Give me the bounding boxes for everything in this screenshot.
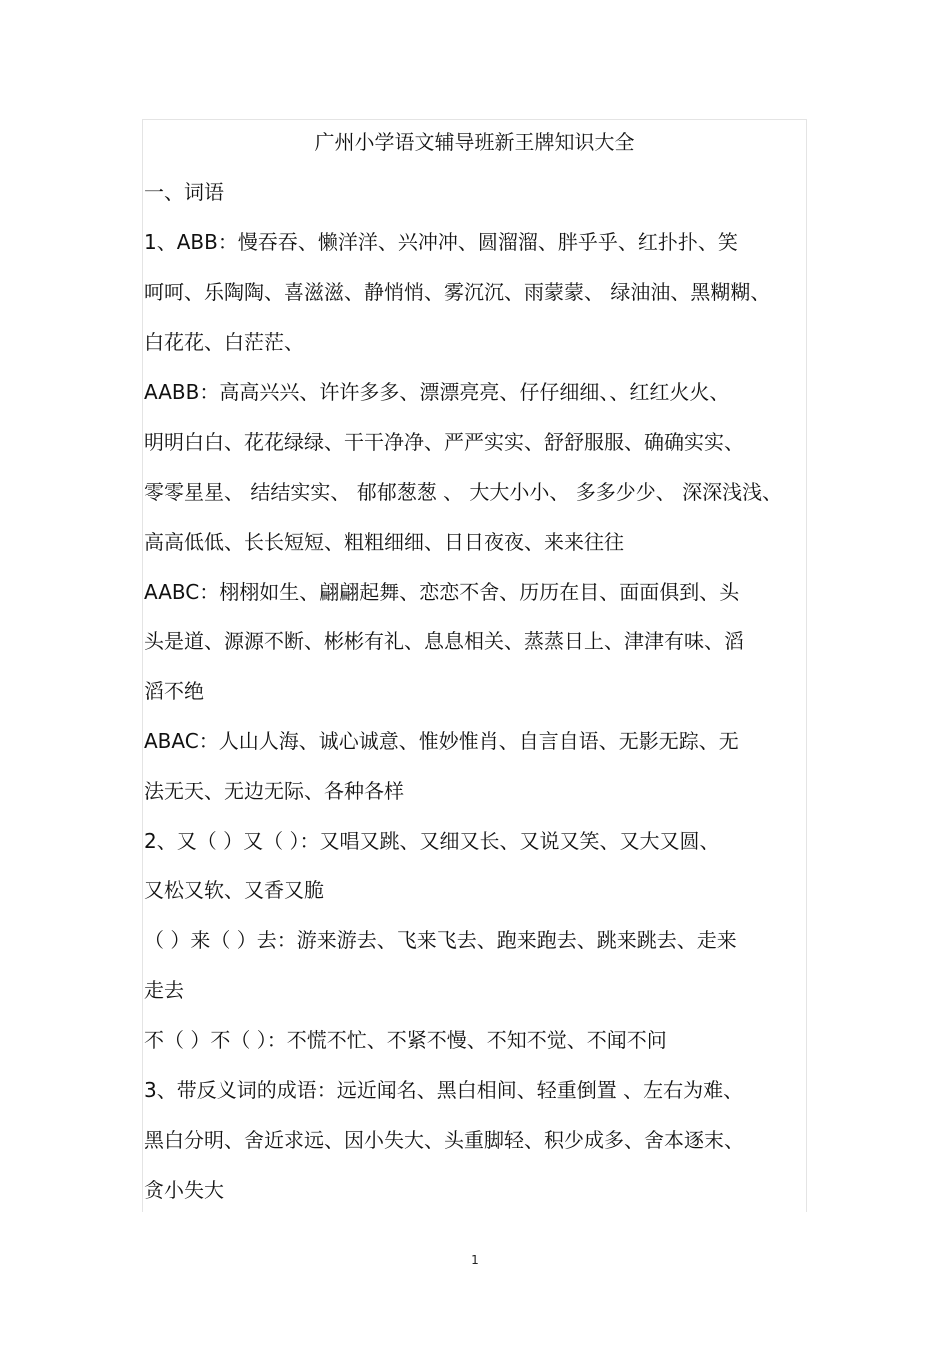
text-line: 明明白白、花花绿绿、干干净净、严严实实、舒舒服服、确确实实、 — [144, 430, 744, 454]
text-line: AABB：高高兴兴、许许多多、漂漂亮亮、仔仔细细、、红红火火、 — [144, 380, 730, 404]
text-line: 贪小失大 — [144, 1178, 224, 1202]
text-line: 2、又（ ）又（ ）：又唱又跳、又细又长、又说又笑、又大又圆、 — [144, 829, 720, 853]
text-line: 零零星星、 结结实实、 郁郁葱葱 、 大大小小、 多多少少、 深深浅浅、 — [144, 480, 783, 504]
text-line: 白花花、白茫茫、 — [144, 330, 304, 354]
text-line: 黑白分明、舍近求远、因小失大、头重脚轻、积少成多、舍本逐末、 — [144, 1128, 744, 1152]
text-line: 滔不绝 — [144, 679, 204, 703]
text-line: 高高低低、长长短短、粗粗细细、日日夜夜、来来往往 — [144, 530, 624, 554]
text-line: 法无天、无边无际、各种各样 — [144, 779, 404, 803]
text-line: 呵呵、乐陶陶、喜滋滋、静悄悄、雾沉沉、雨蒙蒙、 绿油油、黑糊糊、 — [144, 280, 771, 304]
text-line: 走去 — [144, 978, 184, 1002]
document-title: 广州小学语文辅导班新王牌知识大全 — [314, 130, 635, 154]
text-line: 头是道、源源不断、彬彬有礼、息息相关、蒸蒸日上、津津有味、滔 — [144, 629, 744, 653]
text-line: 不（ ）不（ ）：不慌不忙、不紧不慢、不知不觉、不闻不问 — [144, 1028, 667, 1052]
text-line: ABAC：人山人海、诚心诚意、惟妙惟肖、自言自语、无影无踪、无 — [144, 729, 739, 753]
section-heading-vocabulary: 一、词语 — [144, 180, 224, 204]
page-number: 1 — [471, 1253, 479, 1267]
text-line: AABC：栩栩如生、翩翩起舞、恋恋不舍、历历在目、面面俱到、头 — [144, 580, 740, 604]
text-line: 又松又软、又香又脆 — [144, 878, 324, 902]
text-line: 3、带反义词的成语：远近闻名、黑白相间、轻重倒置 、左右为难、 — [144, 1078, 744, 1102]
text-line: 1、ABB：慢吞吞、懒洋洋、兴冲冲、圆溜溜、胖乎乎、红扑扑、笑 — [144, 230, 738, 254]
text-line: （ ）来（ ）去：游来游去、飞来飞去、跑来跑去、跳来跳去、走来 — [144, 928, 737, 952]
